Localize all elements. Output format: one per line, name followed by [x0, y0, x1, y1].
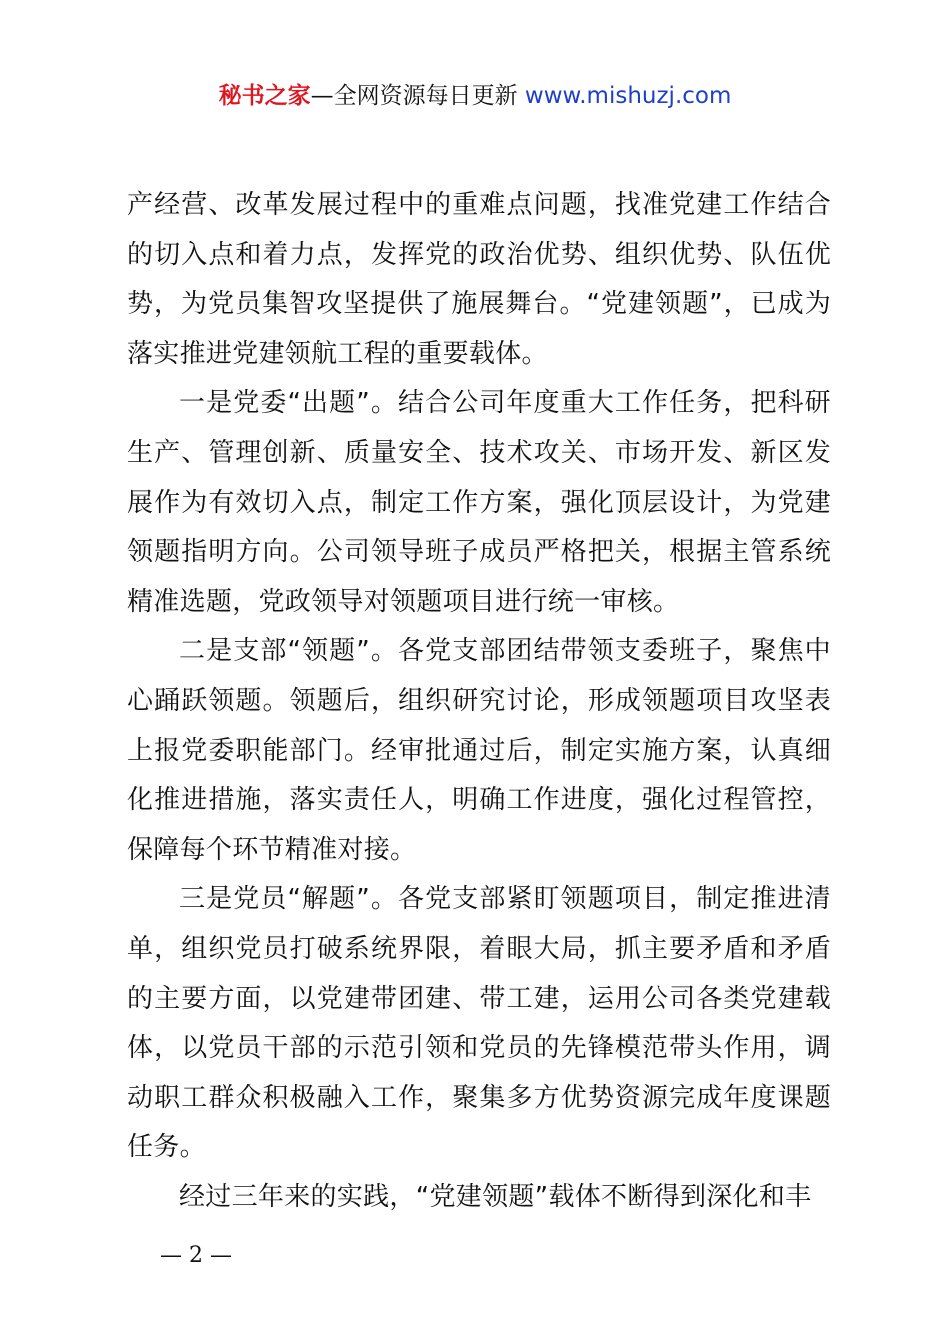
paragraph-party-committee: 一是党委“出题”。结合公司年度重大工作任务，把科研生产、管理创新、质量安全、技术攻关、市场开发、新区发展作为有效切入点，制定工作方案，强化顶层设计，为党建领题指明方向。公司领导班子成员严格把关，根据主管系统精准选题，党政领导对领题项目进行统一审核。 [127, 388, 831, 617]
paragraph-continuation: 产经营、改革发展过程中的重难点问题，找准党建工作结合的切入点和着力点，发挥党的政治优势、组织优势、队伍优势，为党员集智攻坚提供了施展舞台。“党建领题”，已成为落实推进党建领航工程的重要载体。 [127, 190, 831, 369]
paragraph-branch: 二是支部“领题”。各党支部团结带领支委班子，聚焦中心踊跃领题。领题后，组织研究讨论，形成领题项目攻坚表上报党委职能部门。经审批通过后，制定实施方案，认真细化推进措施，落实责任人，明确工作进度，强化过程管控，保障每个环节精准对接。 [127, 636, 831, 865]
page-number: — 2 — [160, 1243, 232, 1268]
site-brand: 秘书之家 [218, 83, 311, 109]
paragraph-practice: 经过三年来的实践，“党建领题”载体不断得到深化和丰 [179, 1181, 812, 1212]
document-body [127, 181, 831, 1222]
site-tagline: —全网资源每日更新 [310, 83, 518, 109]
site-header [0, 80, 950, 112]
site-url-link[interactable]: www.mishuzj.com [524, 83, 732, 109]
paragraph-members: 三是党员“解题”。各党支部紧盯领题项目，制定推进清单，组织党员打破系统界限，着眼大局，抓主要矛盾和矛盾的主要方面，以党建带团建、带工建，运用公司各类党建载体，以党员干部的示范引领和党员的先锋模范带头作用，调动职工群众积极融入工作，聚集多方优势资源完成年度课题任务。 [127, 884, 831, 1163]
